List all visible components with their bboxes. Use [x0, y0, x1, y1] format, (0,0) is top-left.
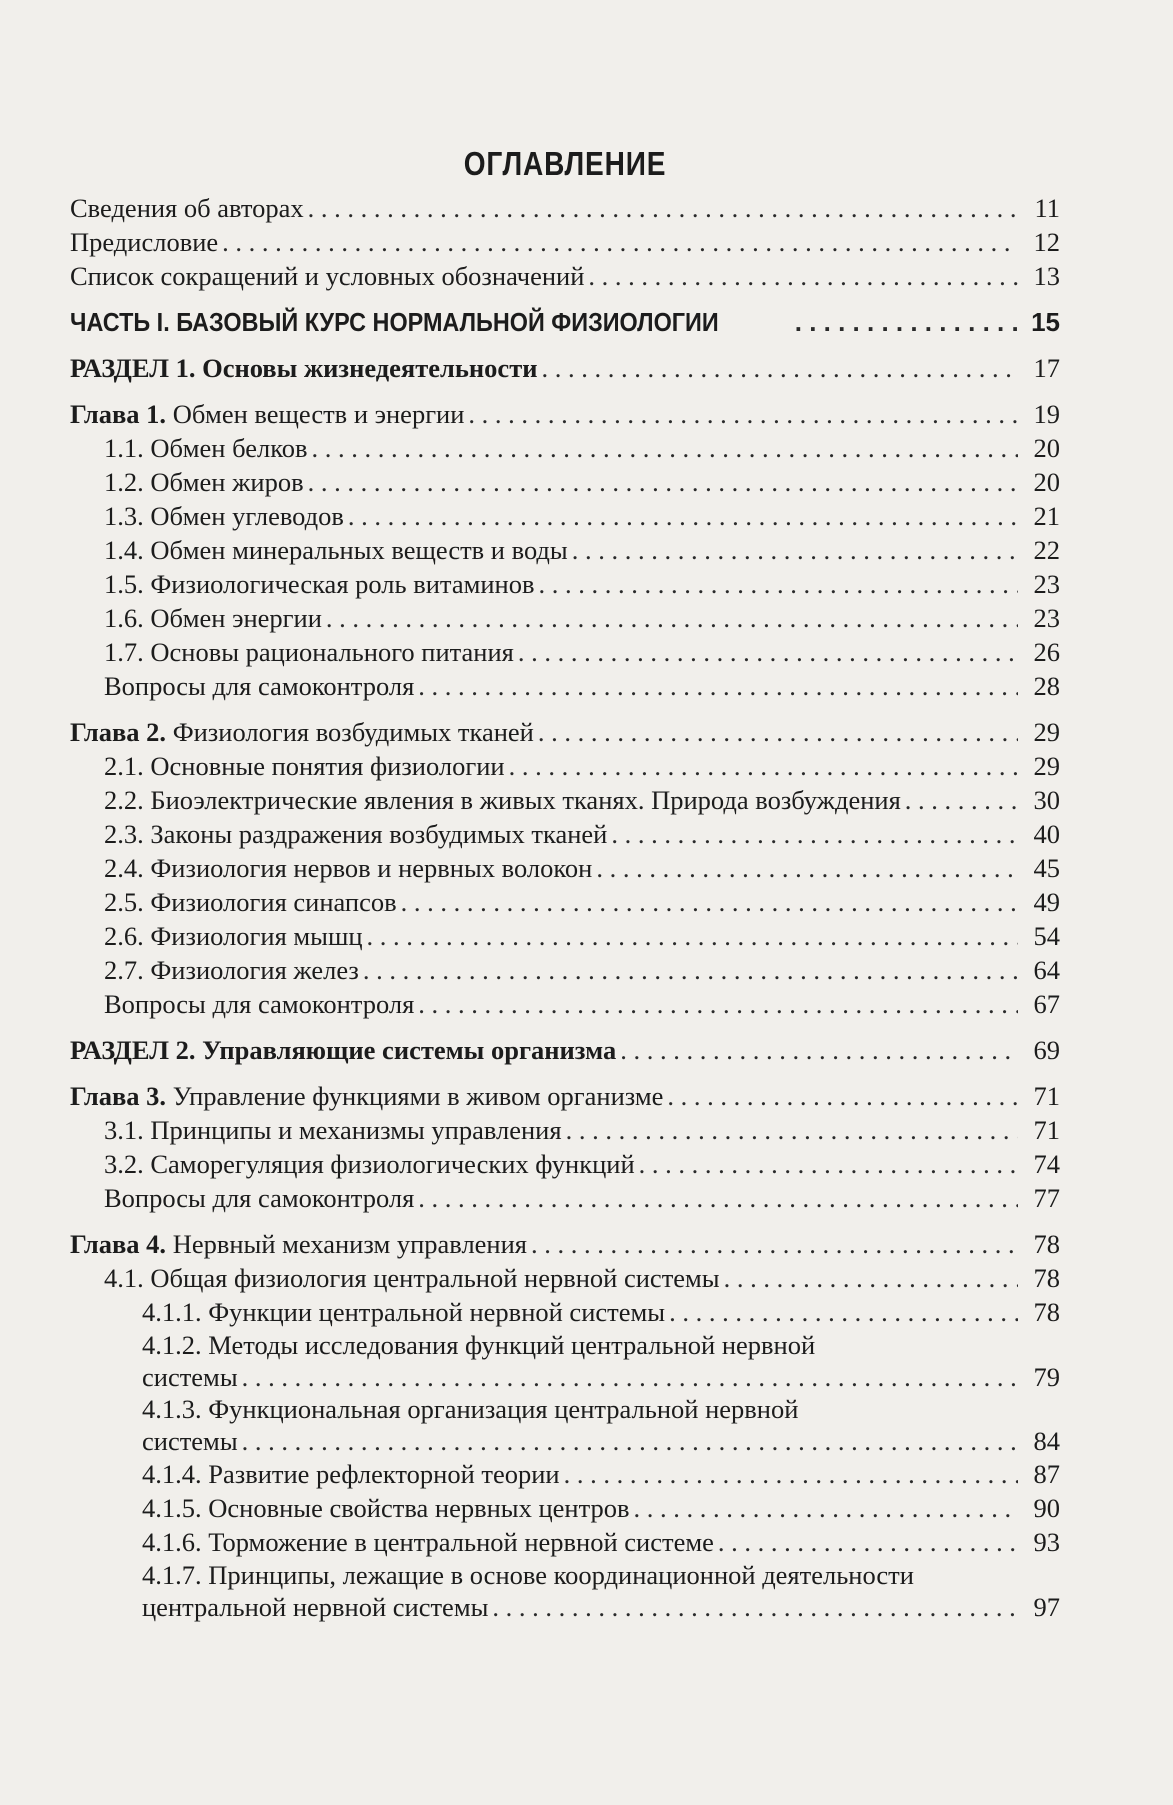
toc-page-number: 11 [1034, 193, 1060, 223]
toc-page-number: 23 [1033, 569, 1060, 599]
toc-label: 1.6. Обмен энергии [104, 603, 322, 633]
toc-entry[interactable] [70, 1491, 1060, 1525]
toc-page-number: 20 [1033, 433, 1060, 463]
toc-label: 2.2. Биоэлектрические явления в живых тканях. Природа возбуждения [104, 785, 901, 815]
toc-page-number: 20 [1033, 467, 1060, 497]
toc-chapter-entry[interactable] [70, 397, 1060, 431]
toc-section-entry[interactable] [70, 351, 1060, 385]
toc-label: Предисловие [70, 227, 219, 257]
toc-page-number: 22 [1033, 535, 1060, 565]
toc-label: 1.1. Обмен белков [104, 433, 308, 463]
toc-label: Управляющие системы организма [202, 1035, 617, 1065]
toc-page-number: 74 [1033, 1149, 1060, 1179]
toc-page-number: 93 [1033, 1527, 1060, 1557]
toc-label: 4.1.5. Основные свойства нервных центров [142, 1493, 630, 1523]
toc-page-number: 97 [1033, 1592, 1060, 1622]
toc-page-number: 71 [1033, 1115, 1060, 1145]
toc-entry-multiline[interactable] [70, 1329, 1060, 1393]
chapter-prefix: Глава 2. [70, 717, 167, 747]
toc-label: Управление функциями в живом организме [172, 1081, 664, 1111]
toc-label: 2.7. Физиология желез [104, 955, 359, 985]
toc-label: Вопросы для самоконтроля [104, 989, 415, 1019]
toc-label-line1: 4.1.2. Методы исследования функций центральной нервной [142, 1330, 816, 1360]
toc-page-number: 40 [1033, 819, 1060, 849]
toc-page-number: 21 [1033, 501, 1060, 531]
toc-page-number: 69 [1033, 1035, 1060, 1065]
toc-entry[interactable] [70, 987, 1060, 1021]
toc-section-entry[interactable] [70, 1033, 1060, 1067]
toc-entry[interactable] [70, 1113, 1060, 1147]
toc-page-number: 79 [1033, 1362, 1060, 1392]
toc-page-number: 13 [1033, 261, 1060, 291]
toc-label-line1: 4.1.7. Принципы, лежащие в основе координационной деятельности [142, 1560, 914, 1590]
toc-entry[interactable] [70, 919, 1060, 953]
toc-entry[interactable] [70, 225, 1060, 259]
toc-entry[interactable] [70, 567, 1060, 601]
toc-entry-multiline[interactable] [70, 1393, 1060, 1457]
chapter-prefix: Глава 4. [70, 1229, 167, 1259]
toc-part-entry[interactable] [70, 305, 1060, 339]
toc-page-number: 15 [1031, 307, 1060, 337]
page-title: ОГЛАВЛЕНИЕ [463, 145, 667, 182]
toc-page [70, 145, 1060, 1623]
toc-entry[interactable] [70, 817, 1060, 851]
toc-label: системы [142, 1362, 238, 1392]
toc-entry[interactable] [70, 499, 1060, 533]
toc-entry[interactable] [70, 1295, 1060, 1329]
toc-label: Сведения об авторах [70, 193, 304, 223]
toc-label: 1.2. Обмен жиров [104, 467, 304, 497]
chapter-prefix: Глава 3. [70, 1081, 167, 1111]
toc-page-number: 30 [1033, 785, 1060, 815]
toc-entry[interactable] [70, 851, 1060, 885]
toc-page-number: 29 [1033, 751, 1060, 781]
chapter-prefix: Глава 1. [70, 399, 167, 429]
toc-page-number: 78 [1033, 1297, 1060, 1327]
toc-label: 4.1.4. Развитие рефлекторной теории [142, 1459, 560, 1489]
toc-chapter-entry[interactable] [70, 1079, 1060, 1113]
toc-entry[interactable] [70, 191, 1060, 225]
toc-label: 2.4. Физиология нервов и нервных волокон [104, 853, 593, 883]
toc-label: 3.1. Принципы и механизмы управления [104, 1115, 562, 1145]
toc-label: Вопросы для самоконтроля [104, 1183, 415, 1213]
toc-page-number: 45 [1033, 853, 1060, 883]
toc-entry[interactable] [70, 601, 1060, 635]
section-prefix: РАЗДЕЛ 1. [70, 353, 196, 383]
toc-label: 1.5. Физиологическая роль витаминов [104, 569, 535, 599]
toc-entry[interactable] [70, 259, 1060, 293]
toc-entry[interactable] [70, 749, 1060, 783]
toc-page-number: 54 [1033, 921, 1060, 951]
toc-entry[interactable] [70, 885, 1060, 919]
toc-label: 1.7. Основы рационального питания [104, 637, 514, 667]
toc-entry-multiline[interactable] [70, 1559, 1060, 1623]
toc-label: 4.1. Общая физиология центральной нервной системы [104, 1263, 720, 1293]
toc-chapter-entry[interactable] [70, 715, 1060, 749]
toc-page-number: 90 [1033, 1493, 1060, 1523]
toc-entry[interactable] [70, 1261, 1060, 1295]
toc-page-number: 77 [1033, 1183, 1060, 1213]
toc-page-number: 49 [1033, 887, 1060, 917]
toc-page-number: 78 [1033, 1263, 1060, 1293]
toc-page-number: 29 [1033, 717, 1060, 747]
toc-page-number: 71 [1033, 1081, 1060, 1111]
toc-entry[interactable] [70, 1525, 1060, 1559]
toc-label: Физиология возбудимых тканей [172, 717, 534, 747]
toc-page-number: 19 [1033, 399, 1060, 429]
toc-label: 1.3. Обмен углеводов [104, 501, 344, 531]
toc-entry[interactable] [70, 431, 1060, 465]
toc-page-number: 64 [1033, 955, 1060, 985]
toc-label-line1: 4.1.3. Функциональная организация центральной нервной [142, 1394, 799, 1424]
toc-label: 2.1. Основные понятия физиологии [104, 751, 505, 781]
toc-label: 3.2. Саморегуляция физиологических функций [104, 1149, 635, 1179]
toc-page-number: 12 [1033, 227, 1060, 257]
toc-page-number: 87 [1033, 1459, 1060, 1489]
toc-entry[interactable] [70, 669, 1060, 703]
toc-entry[interactable] [70, 783, 1060, 817]
toc-entry[interactable] [70, 465, 1060, 499]
toc-page-number: 84 [1033, 1426, 1060, 1456]
toc-entry[interactable] [70, 1147, 1060, 1181]
toc-label: 4.1.6. Торможение в центральной нервной системе [142, 1527, 714, 1557]
toc-entry[interactable] [70, 1181, 1060, 1215]
toc-page-number: 17 [1033, 353, 1060, 383]
toc-label: Основы жизнедеятельности [202, 353, 538, 383]
toc-label: ЧАСТЬ I. БАЗОВЫЙ КУРС НОРМАЛЬНОЙ ФИЗИОЛОГИИ [70, 307, 719, 337]
toc-entry[interactable] [70, 1457, 1060, 1491]
toc-entry[interactable] [70, 533, 1060, 567]
toc-page-number: 28 [1033, 671, 1060, 701]
toc-label: Список сокращений и условных обозначений [70, 261, 585, 291]
toc-label: центральной нервной системы [142, 1592, 489, 1622]
toc-label: Обмен веществ и энергии [172, 399, 465, 429]
toc-label: 4.1.1. Функции центральной нервной системы [142, 1297, 666, 1327]
toc-label: 1.4. Обмен минеральных веществ и воды [104, 535, 568, 565]
toc-label: 2.5. Физиология синапсов [104, 887, 397, 917]
toc-chapter-entry[interactable] [70, 1227, 1060, 1261]
toc-entry[interactable] [70, 635, 1060, 669]
toc-label: 2.6. Физиология мышц [104, 921, 363, 951]
toc-label: Нервный механизм управления [172, 1229, 527, 1259]
toc-entry[interactable] [70, 953, 1060, 987]
toc-label: Вопросы для самоконтроля [104, 671, 415, 701]
toc-page-number: 67 [1033, 989, 1060, 1019]
toc-page-number: 23 [1033, 603, 1060, 633]
toc-label: 2.3. Законы раздражения возбудимых тканей [104, 819, 608, 849]
section-prefix: РАЗДЕЛ 2. [70, 1035, 196, 1065]
toc-page-number: 26 [1033, 637, 1060, 667]
toc-page-number: 78 [1033, 1229, 1060, 1259]
toc-label: системы [142, 1426, 238, 1456]
